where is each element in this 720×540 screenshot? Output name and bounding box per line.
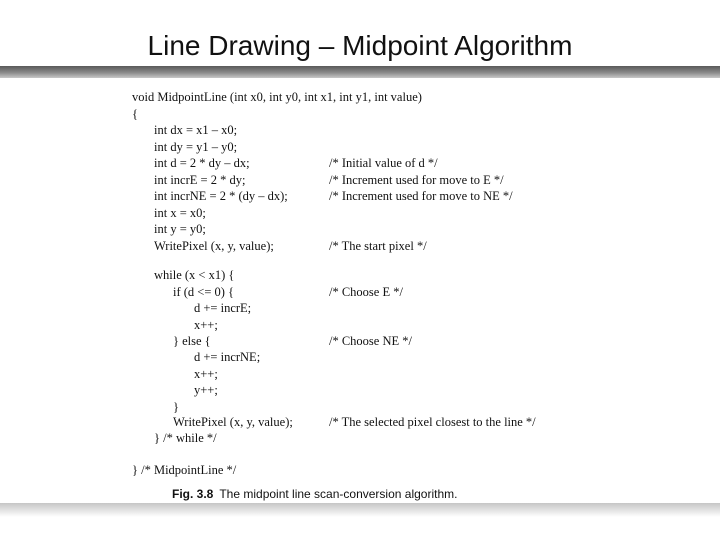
code-comment: /* The selected pixel closest to the line */ [329,415,536,429]
code-line [118,301,570,318]
code-line [118,285,570,302]
code-comment: /* Increment used for move to E */ [329,173,504,187]
code-text: x++; [194,318,218,332]
code-text: int x = x0; [154,206,206,220]
code-line [118,463,570,480]
code-text: int incrNE = 2 * (dy – dx); [154,189,288,203]
code-line [118,239,570,256]
code-text: } else { [173,334,211,348]
code-line [118,415,570,432]
code-text: WritePixel (x, y, value); [173,415,293,429]
slide-title: Line Drawing – Midpoint Algorithm [147,30,573,61]
code-comment: /* Choose E */ [329,285,403,299]
code-text: x++; [194,367,218,381]
code-comment: /* The start pixel */ [329,239,427,253]
code-comment: /* Increment used for move to NE */ [329,189,513,203]
code-line [118,383,570,400]
code-comment: /* Choose NE */ [329,334,412,348]
code-line [118,107,570,124]
code-line [118,156,570,173]
code-line [118,206,570,223]
algorithm-figure [118,82,570,510]
code-line [118,318,570,335]
pseudocode-listing [118,82,570,510]
code-text: y++; [194,383,218,397]
code-text: int dx = x1 – x0; [154,123,238,137]
code-text: } [173,400,179,414]
code-text: int d = 2 * dy – dx; [154,156,250,170]
code-line [118,189,570,206]
title-divider-bar [0,66,720,78]
code-line [118,431,570,448]
code-line [118,173,570,190]
code-text: d += incrNE; [194,350,261,364]
code-line [118,334,570,351]
code-line [118,90,570,107]
code-text: } /* MidpointLine */ [132,463,237,477]
figure-caption [172,487,457,501]
code-text: { [132,107,138,121]
code-line [118,140,570,157]
caption-text: The midpoint line scan-conversion algorithm. [219,487,458,501]
code-line [118,367,570,384]
code-text: while (x < x1) { [154,268,235,282]
code-text: if (d <= 0) { [173,285,235,299]
code-text: int incrE = 2 * dy; [154,173,246,187]
code-line [118,350,570,367]
code-line [118,268,570,285]
code-text: WritePixel (x, y, value); [154,239,274,253]
code-text: int y = y0; [154,222,206,236]
code-text: void MidpointLine (int x0, int y0, int x1, int y1, int value) [132,90,422,104]
caption-label: Fig. 3.8 [172,487,214,501]
bottom-shadow-bar [0,503,720,517]
code-line [118,222,570,239]
code-comment: /* Initial value of d */ [329,156,438,170]
code-text: } /* while */ [154,431,217,445]
code-text: int dy = y1 – y0; [154,140,238,154]
code-line [118,123,570,140]
code-text: d += incrE; [194,301,252,315]
